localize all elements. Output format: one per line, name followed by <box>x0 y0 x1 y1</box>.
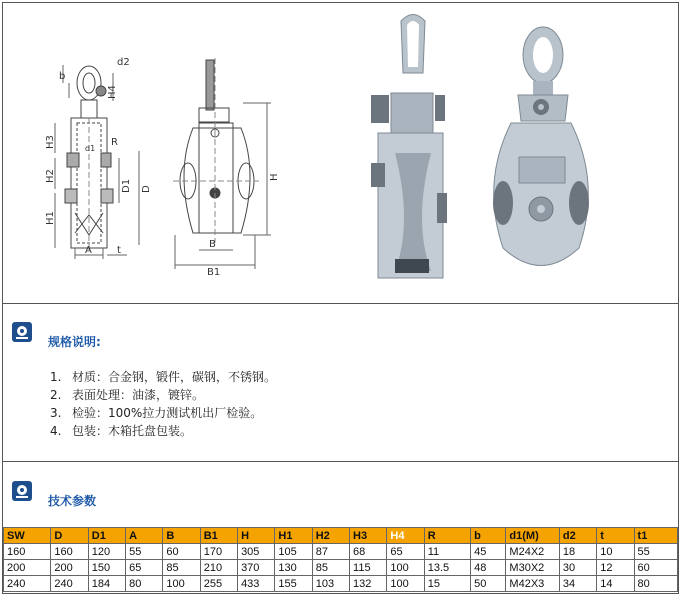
label-h4: H4 <box>107 85 118 99</box>
table-cell: 30 <box>559 560 596 576</box>
table-cell: 155 <box>275 576 312 592</box>
table-cell: 60 <box>634 560 677 576</box>
table-cell: 34 <box>559 576 596 592</box>
table-cell: 87 <box>312 544 349 560</box>
table-cell: 305 <box>238 544 275 560</box>
front-view-drawing <box>173 58 271 269</box>
col-header: H1 <box>275 528 312 544</box>
params-table-body <box>4 544 678 592</box>
table-cell: 150 <box>88 560 125 576</box>
table-cell: 12 <box>597 560 634 576</box>
table-row <box>4 544 678 560</box>
col-header: H <box>238 528 275 544</box>
table-cell: 103 <box>312 576 349 592</box>
table-cell: 11 <box>424 544 470 560</box>
col-header: SW <box>4 528 51 544</box>
table-cell: 115 <box>350 560 387 576</box>
col-header: t <box>597 528 634 544</box>
label-h3: H3 <box>45 135 56 149</box>
label-D1: D1 <box>121 178 132 193</box>
col-header: B1 <box>200 528 237 544</box>
table-cell: 100 <box>387 560 424 576</box>
table-cell: 240 <box>4 576 51 592</box>
label-d2: d2 <box>117 57 130 68</box>
col-header: H4 <box>387 528 424 544</box>
table-cell: M42X3 <box>506 576 559 592</box>
table-cell: 120 <box>88 544 125 560</box>
pulley-figure <box>3 3 678 301</box>
table-row <box>4 576 678 592</box>
col-header: b <box>471 528 506 544</box>
table-cell: 85 <box>163 560 200 576</box>
col-header: B <box>163 528 200 544</box>
table-cell: 48 <box>471 560 506 576</box>
params-table <box>3 527 678 592</box>
col-header: d1(M) <box>506 528 559 544</box>
table-cell: 65 <box>387 544 424 560</box>
table-cell: M30X2 <box>506 560 559 576</box>
table-cell: 200 <box>4 560 51 576</box>
table-cell: 68 <box>350 544 387 560</box>
table-cell: 13.5 <box>424 560 470 576</box>
label-B: B <box>209 239 216 250</box>
table-cell: 100 <box>387 576 424 592</box>
spec-item: 4. 包装：木箱托盘包装。 <box>50 424 193 438</box>
section-divider-2 <box>2 461 679 462</box>
section-divider-1 <box>2 303 679 304</box>
table-cell: 200 <box>51 560 88 576</box>
table-cell: 160 <box>4 544 51 560</box>
label-r: R <box>111 137 118 148</box>
col-header: d2 <box>559 528 596 544</box>
col-header: H2 <box>312 528 349 544</box>
col-header: D <box>51 528 88 544</box>
label-B1: B1 <box>207 267 221 278</box>
col-header: D1 <box>88 528 125 544</box>
col-header: H3 <box>350 528 387 544</box>
label-D: D <box>141 185 152 193</box>
table-cell: 14 <box>597 576 634 592</box>
label-h1: H1 <box>45 211 56 225</box>
table-cell: M24X2 <box>506 544 559 560</box>
table-cell: 370 <box>238 560 275 576</box>
pulley-photo-side <box>371 15 447 279</box>
spec-section-icon <box>12 322 32 342</box>
table-cell: 55 <box>634 544 677 560</box>
table-cell: 45 <box>471 544 506 560</box>
table-cell: 130 <box>275 560 312 576</box>
table-cell: 85 <box>312 560 349 576</box>
table-row <box>4 560 678 576</box>
pulley-photo-front <box>493 27 589 266</box>
table-cell: 80 <box>126 576 163 592</box>
spec-list <box>50 368 276 440</box>
label-A: A <box>85 245 92 256</box>
table-header-row <box>4 528 678 544</box>
table-cell: 80 <box>634 576 677 592</box>
table-cell: 170 <box>200 544 237 560</box>
spec-item: 1. 材质：合金钢，锻件，碳钢，不锈钢。 <box>50 370 277 384</box>
table-cell: 105 <box>275 544 312 560</box>
spec-item: 3. 检验：100%拉力测试机出厂检验。 <box>50 406 263 420</box>
table-cell: 60 <box>163 544 200 560</box>
table-cell: 100 <box>163 576 200 592</box>
table-cell: 132 <box>350 576 387 592</box>
table-cell: 50 <box>471 576 506 592</box>
spec-section-title: 规格说明: <box>48 335 101 349</box>
table-cell: 210 <box>200 560 237 576</box>
table-cell: 433 <box>238 576 275 592</box>
table-cell: 15 <box>424 576 470 592</box>
table-cell: 255 <box>200 576 237 592</box>
table-cell: 160 <box>51 544 88 560</box>
table-cell: 55 <box>126 544 163 560</box>
spec-item: 2. 表面处理：油漆，镀锌。 <box>50 388 205 402</box>
label-b: b <box>59 71 66 82</box>
table-cell: 184 <box>88 576 125 592</box>
label-h2: H2 <box>45 169 56 183</box>
table-cell: 240 <box>51 576 88 592</box>
table-cell: 18 <box>559 544 596 560</box>
table-cell: 10 <box>597 544 634 560</box>
label-H: H <box>269 173 280 181</box>
params-section-icon <box>12 481 32 501</box>
label-t: t <box>117 245 121 256</box>
col-header: t1 <box>634 528 677 544</box>
params-section-title: 技术参数 <box>48 494 97 508</box>
table-cell: 65 <box>126 560 163 576</box>
label-d1: d1 <box>85 144 96 153</box>
side-view-drawing <box>55 65 139 259</box>
col-header: A <box>126 528 163 544</box>
col-header: R <box>424 528 470 544</box>
